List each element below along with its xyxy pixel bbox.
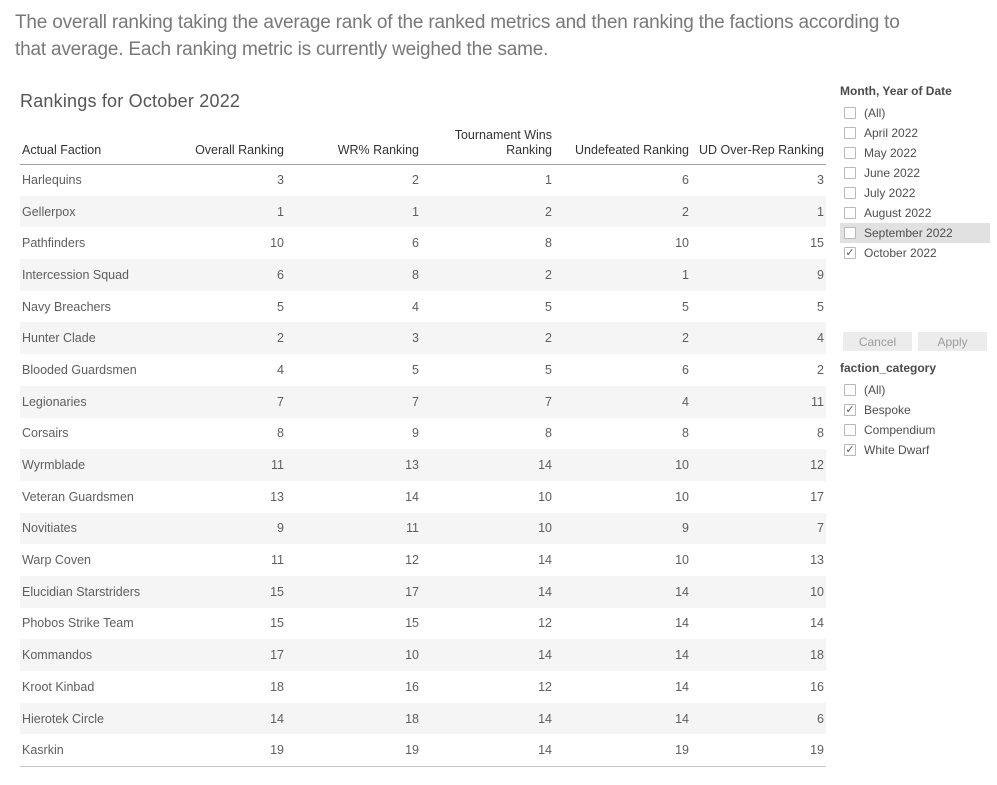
dashboard-description-line1: The overall ranking taking the average rank of the ranked metrics and then ranking the factions according to (15, 12, 900, 33)
ranking-value-cell[interactable]: 14 (810, 616, 824, 631)
filter-option-may-2022[interactable] (840, 143, 990, 163)
checkbox-unchecked-icon[interactable] (844, 187, 856, 199)
ranking-value-cell[interactable]: 19 (691, 734, 826, 766)
column-header-ud-over-rep[interactable]: UD Over-Rep Ranking (691, 112, 826, 164)
checkbox-unchecked-icon[interactable] (844, 384, 856, 396)
ranking-value-cell[interactable]: 5 (277, 299, 284, 314)
dashboard-description-line2: that average. Each ranking metric is currently weighed the same. (15, 39, 549, 60)
ranking-value-cell[interactable]: 2 (817, 362, 824, 377)
ranking-value-cell[interactable]: 14 (675, 584, 689, 599)
faction-name-cell[interactable]: Phobos Strike Team (22, 616, 134, 631)
table-row[interactable] (20, 259, 826, 291)
filter-option-all[interactable] (840, 380, 990, 400)
ranking-value-cell[interactable]: 10 (675, 458, 689, 473)
checkbox-unchecked-icon[interactable] (844, 227, 856, 239)
ranking-value-cell[interactable]: 15 (405, 616, 419, 631)
faction-name-cell[interactable]: Harlequins (22, 173, 82, 188)
faction-name-cell[interactable]: Kommandos (22, 648, 93, 663)
ranking-value-cell[interactable]: 1 (545, 173, 552, 188)
ranking-value-cell[interactable]: 2 (545, 267, 552, 282)
ranking-value-cell[interactable]: 9 (817, 267, 824, 282)
ranking-value-cell[interactable]: 4 (277, 362, 284, 377)
ranking-value-cell[interactable]: 4 (682, 394, 689, 409)
ranking-value-cell[interactable]: 1 (277, 204, 284, 219)
checkbox-unchecked-icon[interactable] (844, 167, 856, 179)
table-row[interactable] (20, 639, 826, 671)
column-header-tournament-wins[interactable]: Tournament Wins Ranking (421, 112, 554, 164)
ranking-value-cell[interactable]: 14 (675, 616, 689, 631)
ranking-value-cell[interactable]: 14 (270, 711, 284, 726)
month-filter-title: Month, Year of Date (840, 84, 952, 98)
ranking-value-cell[interactable]: 2 (682, 331, 689, 346)
ranking-value-cell[interactable]: 5 (545, 299, 552, 314)
ranking-value-cell[interactable]: 14 (538, 458, 552, 473)
ranking-value-cell[interactable]: 18 (270, 679, 284, 694)
ranking-value-cell[interactable]: 8 (817, 426, 824, 441)
filter-option-label: White Dwarf (864, 443, 930, 457)
ranking-value-cell[interactable]: 10 (270, 236, 284, 251)
ranking-value-cell[interactable]: 7 (545, 394, 552, 409)
faction-name-cell[interactable]: Hunter Clade (22, 331, 96, 346)
ranking-value-cell[interactable]: 14 (538, 711, 552, 726)
ranking-value-cell[interactable]: 11 (811, 394, 824, 409)
ranking-value-cell[interactable]: 13 (405, 458, 419, 473)
ranking-value-cell[interactable]: 14 (675, 648, 689, 663)
faction-name-cell[interactable]: Veteran Guardsmen (22, 489, 134, 504)
ranking-value-cell[interactable]: 12 (810, 458, 824, 473)
faction-name-cell[interactable]: Blooded Guardsmen (22, 362, 137, 377)
table-row[interactable] (20, 513, 826, 545)
table-row[interactable] (20, 418, 826, 450)
ranking-value-cell[interactable]: 11 (271, 458, 284, 473)
table-row[interactable] (20, 703, 826, 735)
ranking-value-cell[interactable]: 6 (682, 173, 689, 188)
column-header-overall-ranking[interactable]: Overall Ranking (190, 112, 286, 164)
ranking-value-cell[interactable]: 10 (538, 521, 552, 536)
ranking-value-cell[interactable]: 2 (545, 331, 552, 346)
ranking-value-cell[interactable]: 10 (675, 236, 689, 251)
faction-name-cell[interactable]: Gellerpox (22, 204, 76, 219)
checkbox-unchecked-icon[interactable] (844, 147, 856, 159)
ranking-value-cell[interactable]: 14 (538, 553, 552, 568)
ranking-value-cell[interactable]: 8 (277, 426, 284, 441)
ranking-value-cell[interactable]: 9 (682, 521, 689, 536)
filter-option-label: June 2022 (864, 166, 921, 180)
sheet-title: Rankings for October 2022 (20, 91, 241, 111)
ranking-value-cell[interactable]: 19 (190, 734, 286, 766)
rankings-sheet (20, 90, 826, 767)
filter-option-bespoke[interactable] (840, 400, 990, 420)
cancel-button[interactable]: Cancel (843, 332, 912, 351)
filter-option-label: October 2022 (864, 246, 937, 260)
apply-button[interactable]: Apply (918, 332, 987, 351)
filter-option-label: September 2022 (864, 226, 953, 240)
filter-option-april-2022[interactable] (840, 123, 990, 143)
ranking-value-cell[interactable]: 8 (682, 426, 689, 441)
rankings-table-body (20, 164, 826, 766)
faction-name-cell[interactable]: Kasrkin (20, 734, 190, 766)
filter-option-white-dwarf[interactable] (840, 440, 990, 460)
filter-option-label: August 2022 (864, 206, 932, 220)
month-filter-buttons (843, 332, 987, 351)
table-row[interactable] (20, 481, 826, 513)
ranking-value-cell[interactable]: 8 (412, 267, 419, 282)
ranking-value-cell[interactable]: 18 (810, 648, 824, 663)
ranking-value-cell[interactable]: 3 (412, 331, 419, 346)
ranking-value-cell[interactable]: 6 (412, 236, 419, 251)
ranking-value-cell[interactable]: 7 (817, 521, 824, 536)
ranking-value-cell[interactable]: 14 (538, 648, 552, 663)
ranking-value-cell[interactable]: 2 (277, 331, 284, 346)
ranking-value-cell[interactable]: 10 (405, 648, 419, 663)
ranking-value-cell[interactable]: 10 (675, 489, 689, 504)
ranking-value-cell[interactable]: 14 (421, 734, 554, 766)
ranking-value-cell[interactable]: 12 (405, 553, 419, 568)
ranking-value-cell[interactable]: 15 (810, 236, 824, 251)
ranking-value-cell[interactable]: 19 (286, 734, 421, 766)
column-header-actual-faction[interactable]: Actual Faction (20, 112, 190, 164)
filter-option-label: April 2022 (864, 126, 919, 140)
filter-option-label: (All) (864, 106, 886, 120)
ranking-value-cell[interactable]: 5 (682, 299, 689, 314)
checkbox-unchecked-icon[interactable] (844, 127, 856, 139)
ranking-value-cell[interactable]: 11 (271, 553, 284, 568)
ranking-value-cell[interactable]: 5 (545, 362, 552, 377)
faction-name-cell[interactable]: Corsairs (22, 426, 69, 441)
ranking-value-cell[interactable]: 2 (545, 204, 552, 219)
faction-name-cell[interactable]: Pathfinders (22, 236, 86, 251)
table-row[interactable] (20, 164, 826, 196)
ranking-value-cell[interactable]: 6 (682, 362, 689, 377)
ranking-value-cell[interactable]: 14 (405, 489, 419, 504)
checkbox-checked-icon[interactable]: ✓ (845, 403, 855, 416)
column-header-wr-ranking[interactable]: WR% Ranking (286, 112, 421, 164)
dashboard-description (15, 9, 985, 63)
table-row[interactable] (20, 576, 826, 608)
ranking-value-cell[interactable]: 10 (675, 553, 689, 568)
ranking-value-cell[interactable]: 1 (817, 204, 824, 219)
ranking-value-cell[interactable]: 17 (810, 489, 824, 504)
ranking-value-cell[interactable]: 1 (682, 267, 689, 282)
filter-option-label: May 2022 (864, 146, 917, 160)
ranking-value-cell[interactable]: 19 (554, 734, 691, 766)
ranking-value-cell[interactable]: 5 (817, 299, 824, 314)
ranking-value-cell[interactable]: 1 (412, 204, 419, 219)
checkbox-unchecked-icon[interactable] (844, 424, 856, 436)
ranking-value-cell[interactable]: 2 (412, 173, 419, 188)
ranking-value-cell[interactable]: 9 (277, 521, 284, 536)
ranking-value-cell[interactable]: 9 (412, 426, 419, 441)
rankings-table (20, 112, 826, 767)
checkbox-checked-icon[interactable]: ✓ (845, 443, 855, 456)
ranking-value-cell[interactable]: 7 (412, 394, 419, 409)
ranking-value-cell[interactable]: 17 (405, 584, 419, 599)
ranking-value-cell[interactable]: 5 (412, 362, 419, 377)
faction-name-cell[interactable]: Wyrmblade (22, 458, 86, 473)
table-row[interactable] (20, 386, 826, 418)
table-row[interactable] (20, 449, 826, 481)
ranking-value-cell[interactable]: 12 (538, 616, 552, 631)
ranking-value-cell[interactable]: 14 (675, 711, 689, 726)
filter-option-june-2022[interactable] (840, 163, 990, 183)
faction-name-cell[interactable]: Warp Coven (22, 553, 92, 568)
filter-option-all[interactable] (840, 103, 990, 123)
ranking-value-cell[interactable]: 2 (682, 204, 689, 219)
faction-name-cell[interactable]: Navy Breachers (22, 299, 111, 314)
ranking-value-cell[interactable]: 6 (817, 711, 824, 726)
category-filter-options (840, 380, 990, 460)
ranking-value-cell[interactable]: 18 (405, 711, 419, 726)
filter-option-august-2022[interactable] (840, 203, 990, 223)
month-filter-panel (840, 84, 990, 263)
ranking-value-cell[interactable]: 4 (817, 331, 824, 346)
ranking-value-cell[interactable]: 4 (412, 299, 419, 314)
ranking-value-cell[interactable]: 3 (277, 173, 284, 188)
ranking-value-cell[interactable]: 11 (406, 521, 419, 536)
ranking-value-cell[interactable]: 13 (270, 489, 284, 504)
ranking-value-cell[interactable]: 6 (277, 267, 284, 282)
ranking-value-cell[interactable]: 15 (270, 584, 284, 599)
filter-option-october-2022[interactable] (840, 243, 990, 263)
table-row[interactable] (20, 608, 826, 640)
ranking-value-cell[interactable]: 8 (545, 426, 552, 441)
ranking-value-cell[interactable]: 10 (538, 489, 552, 504)
faction-name-cell[interactable]: Novitiates (22, 521, 77, 536)
filter-option-september-2022[interactable] (840, 223, 990, 243)
filter-option-label: Bespoke (864, 403, 911, 417)
table-row[interactable] (20, 544, 826, 576)
checkbox-checked-icon[interactable]: ✓ (845, 246, 855, 259)
ranking-value-cell[interactable]: 15 (270, 616, 284, 631)
table-row[interactable] (20, 354, 826, 386)
table-row[interactable] (20, 322, 826, 354)
ranking-value-cell[interactable]: 12 (538, 679, 552, 694)
ranking-value-cell[interactable]: 14 (538, 584, 552, 599)
filter-option-july-2022[interactable] (840, 183, 990, 203)
filter-option-label: July 2022 (864, 186, 916, 200)
table-row[interactable] (20, 734, 826, 766)
ranking-value-cell[interactable]: 14 (675, 679, 689, 694)
ranking-value-cell[interactable]: 16 (810, 679, 824, 694)
faction-name-cell[interactable]: Elucidian Starstriders (22, 584, 141, 599)
category-filter-panel (840, 361, 990, 460)
table-row[interactable] (20, 196, 826, 228)
ranking-value-cell[interactable]: 8 (545, 236, 552, 251)
ranking-value-cell[interactable]: 10 (810, 584, 824, 599)
faction-name-cell[interactable]: Intercession Squad (22, 267, 130, 282)
filter-option-label: Compendium (864, 423, 936, 437)
faction-name-cell[interactable]: Legionaries (22, 394, 87, 409)
month-filter-options (840, 103, 990, 263)
ranking-value-cell[interactable]: 17 (270, 648, 284, 663)
column-header-undefeated-ranking[interactable]: Undefeated Ranking (554, 112, 691, 164)
ranking-value-cell[interactable]: 13 (810, 553, 824, 568)
filter-option-compendium[interactable] (840, 420, 990, 440)
ranking-value-cell[interactable]: 7 (277, 394, 284, 409)
category-filter-title: faction_category (840, 361, 937, 375)
ranking-value-cell[interactable]: 16 (405, 679, 419, 694)
faction-name-cell[interactable]: Kroot Kinbad (22, 679, 95, 694)
checkbox-unchecked-icon[interactable] (844, 207, 856, 219)
ranking-value-cell[interactable]: 3 (817, 173, 824, 188)
table-header-row (20, 112, 826, 164)
table-row[interactable] (20, 227, 826, 259)
table-row[interactable] (20, 671, 826, 703)
checkbox-unchecked-icon[interactable] (844, 107, 856, 119)
faction-name-cell[interactable]: Hierotek Circle (22, 711, 104, 726)
filter-option-label: (All) (864, 383, 886, 397)
table-row[interactable] (20, 291, 826, 323)
